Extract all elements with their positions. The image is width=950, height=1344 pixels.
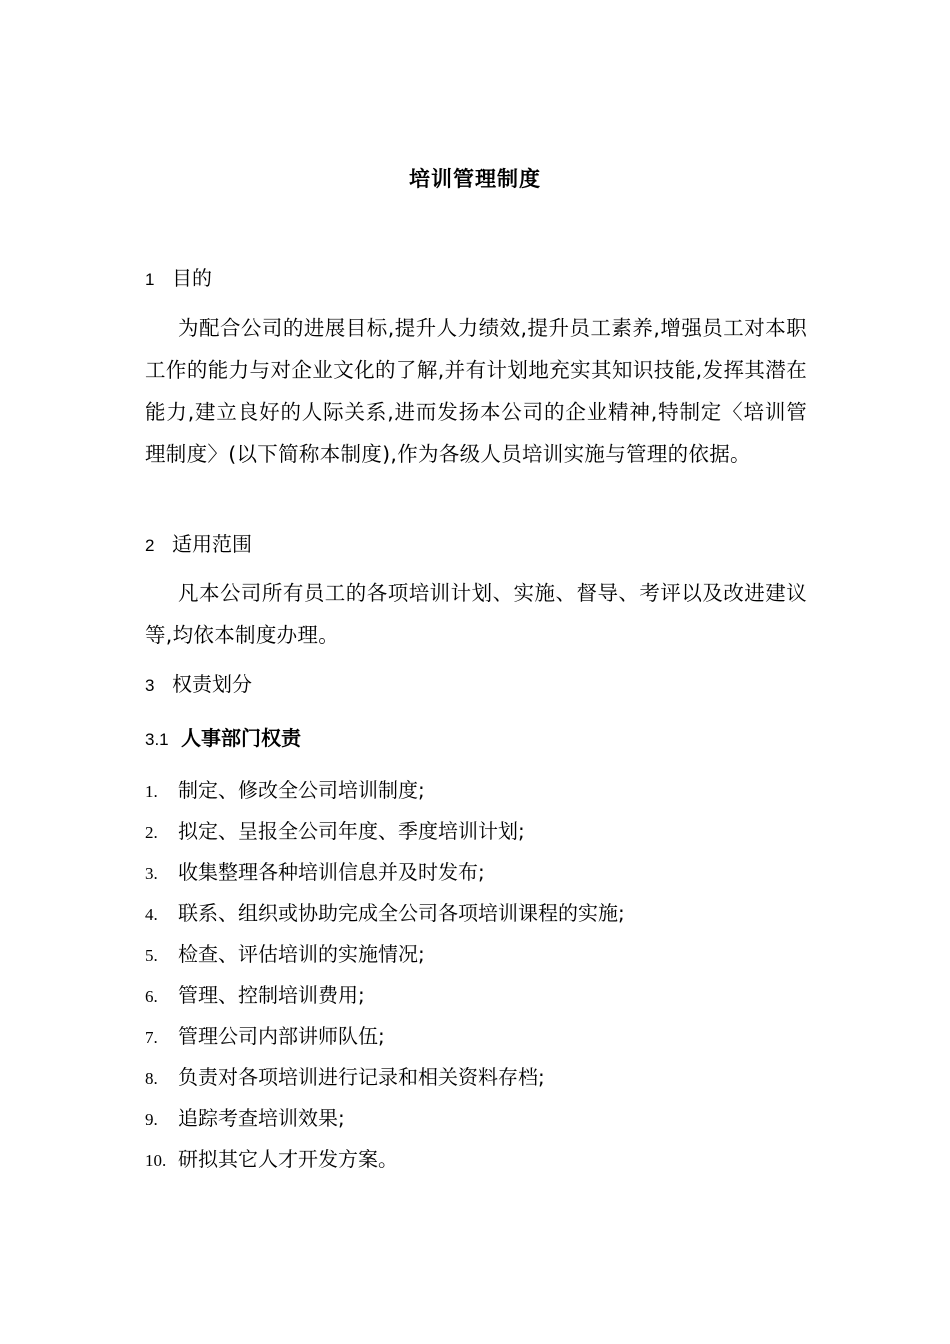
list-item (145, 934, 825, 975)
list-item (145, 1057, 825, 1098)
list-item (145, 811, 825, 852)
list-item-number: 5. (145, 946, 158, 965)
list-item-number: 8. (145, 1069, 158, 1088)
subsection-3-1-label: 人事部门权责 (181, 726, 301, 750)
document-title: 培训管理制度 (409, 167, 541, 191)
list-item (145, 1016, 825, 1057)
list-item-text: 收集整理各种培训信息并及时发布; (178, 860, 485, 884)
list-item-number: 7. (145, 1028, 158, 1047)
list-item-text: 联系、组织或协助完成全公司各项培训课程的实施; (178, 901, 625, 925)
list-item (145, 1098, 825, 1139)
responsibility-list (145, 770, 825, 1180)
list-item-number: 9. (145, 1110, 158, 1129)
section-1-heading (145, 262, 212, 291)
list-item-number: 1. (145, 782, 158, 801)
list-item (145, 770, 825, 811)
list-item-text: 拟定、呈报全公司年度、季度培训计划; (178, 819, 525, 843)
list-item (145, 975, 825, 1016)
list-item-text: 管理、控制培训费用; (178, 983, 365, 1007)
list-item-text: 制定、修改全公司培训制度; (178, 778, 425, 802)
section-2-label: 适用范围 (172, 532, 252, 556)
list-item (145, 852, 825, 893)
list-item (145, 893, 825, 934)
section-1-paragraph: 为配合公司的进展目标,提升人力绩效,提升员工素养,增强员工对本职工作的能力与对企业文化的了解,并有计划地充实其知识技能,发挥其潜在能力,建立良好的人际关系,进而发扬本公司的企业精神,特制定〈培训管理制度〉(以下简称本制度),作为各级人员培训实施与管理的依据。 (145, 316, 807, 466)
section-3-label: 权责划分 (172, 672, 252, 696)
subsection-3-1-heading (145, 722, 301, 751)
list-item-number: 10. (145, 1151, 167, 1170)
section-2-heading (145, 528, 252, 557)
list-item (145, 1139, 825, 1180)
subsection-3-1-number: 3.1 (145, 730, 169, 749)
list-item-number: 6. (145, 987, 158, 1006)
section-1-number: 1 (145, 270, 155, 289)
list-item-text: 研拟其它人才开发方案。 (178, 1147, 398, 1171)
list-item-number: 4. (145, 905, 158, 924)
list-item-number: 3. (145, 864, 158, 883)
section-3-number: 3 (145, 676, 155, 695)
section-1-label: 目的 (172, 266, 212, 290)
section-2-paragraph: 凡本公司所有员工的各项培训计划、实施、督导、考评以及改进建议等,均依本制度办理。 (145, 581, 807, 647)
section-3-heading (145, 668, 252, 697)
section-2-number: 2 (145, 536, 155, 555)
list-item-text: 负责对各项培训进行记录和相关资料存档; (178, 1065, 545, 1089)
list-item-number: 2. (145, 823, 158, 842)
list-item-text: 检查、评估培训的实施情况; (178, 942, 425, 966)
list-item-text: 追踪考查培训效果; (178, 1106, 345, 1130)
list-item-text: 管理公司内部讲师队伍; (178, 1024, 385, 1048)
